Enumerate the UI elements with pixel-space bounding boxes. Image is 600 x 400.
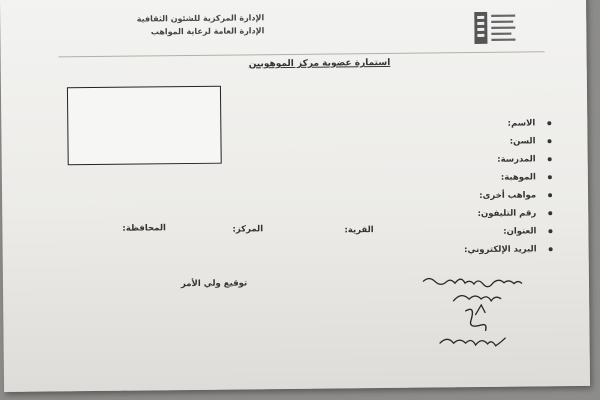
field-phone [478,208,553,219]
field-age [510,136,552,146]
bullet-icon [549,247,553,251]
field-label: مواهب أخرى: [479,190,537,201]
photo-placeholder [67,86,222,166]
field-label: البريد الإلكتروني: [464,244,537,256]
bullet-icon [548,175,552,179]
organization-logo-icon [474,12,518,44]
header-line-2: الإدارة العامة لرعاية المواهب [150,26,265,37]
field-address [503,226,552,237]
form-title: استمارة عضوية مركز الموهوبين [248,57,391,70]
handwritten-annotation-icon [413,266,564,358]
field-school [497,154,552,165]
field-label: الاسم: [507,118,536,129]
bullet-icon [548,193,552,197]
bullet-icon [547,121,551,125]
field-other-talents [479,190,552,201]
bullet-icon [547,139,551,143]
field-label: الموهبة: [500,172,536,183]
bullet-icon [548,229,552,233]
guardian-signature-label: توقيع ولي الأمر [180,278,248,290]
field-label: رقم التليفون: [477,208,537,220]
field-label: السن: [509,136,536,147]
letterhead [64,11,264,39]
field-label: المدرسة: [497,154,536,165]
bullet-icon [548,211,552,215]
field-name [508,118,552,128]
label-village: القرية: [344,225,374,236]
field-email [464,244,553,255]
field-talent [501,172,552,183]
label-governorate: المحافظة: [122,223,166,234]
label-center: المركز: [232,224,264,235]
header-divider [59,51,545,57]
field-label: العنوان: [503,226,537,237]
bullet-icon [548,157,552,161]
header-line-1: الإدارة المركزية للشئون الثقافية [136,13,265,24]
